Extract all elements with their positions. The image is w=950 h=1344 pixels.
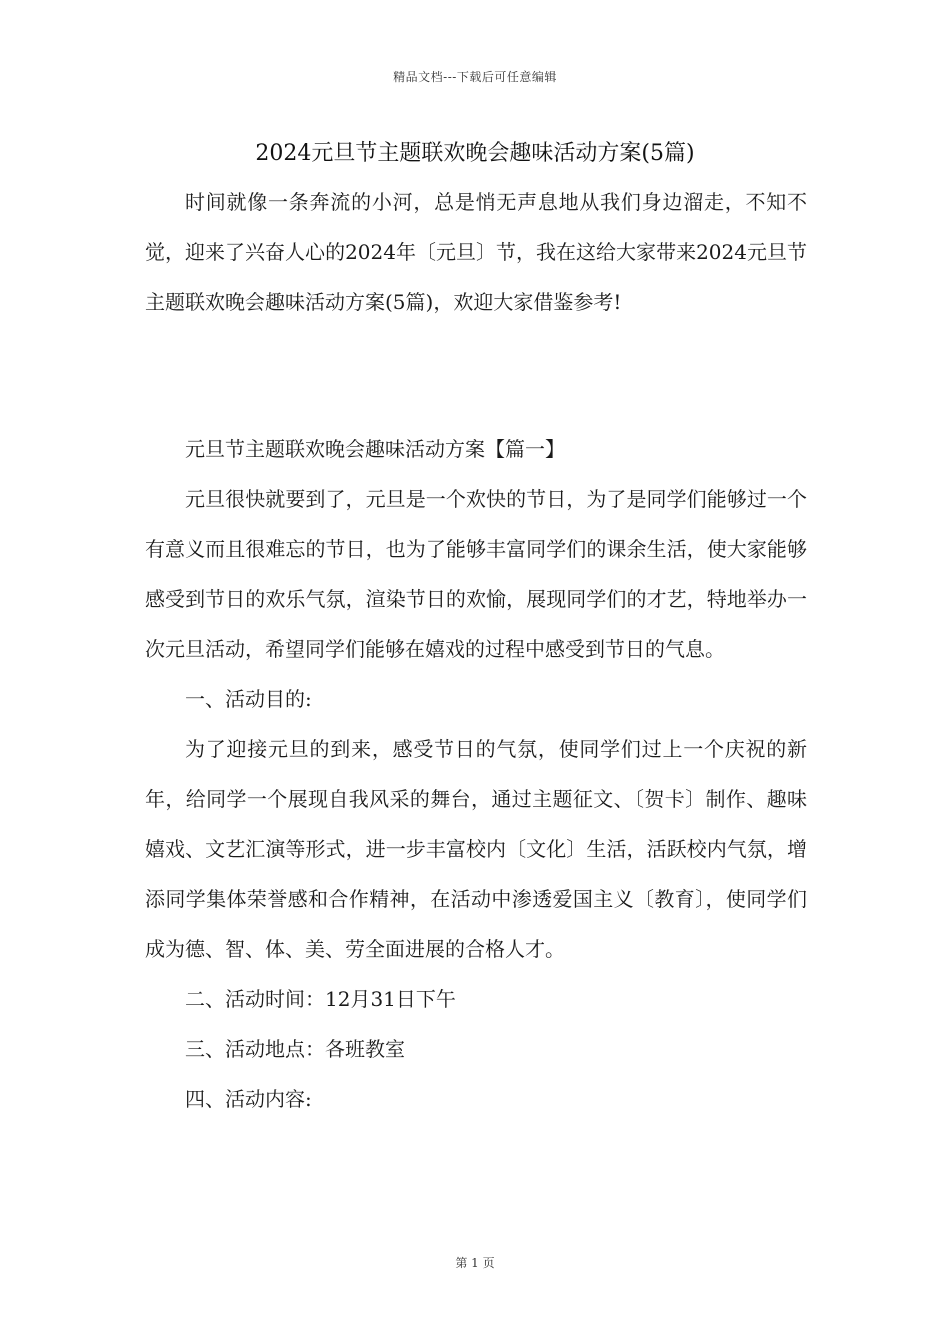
heading-activity-content: 四、活动内容: [185,1087,312,1111]
heading-activity-purpose: 一、活动目的: [185,687,312,711]
document-title: 2024元旦节主题联欢晚会趣味活动方案(5篇) [255,141,695,166]
paragraph-activity-purpose: 为了迎接元旦的到来，感受节日的气氛，使同学们过上一个庆祝的新年，给同学一个展现自我风采的舞台，通过主题征文、〔贺卡〕制作、趣味嬉戏、文艺汇演等形式，进一步丰富校内〔文化〕生活，活跃校内气氛，增添同学集体荣誉感和合作精神，在活动中渗透爱国主义〔教育〕，使同学们成为德、智、体、美、劳全面进展的合格人才。 [145,737,807,961]
item-activity-time: 二、活动时间：12月31日下午 [185,987,456,1011]
section-heading: 元旦节主题联欢晚会趣味活动方案【篇一】 [185,437,565,461]
content-block [145,424,807,1124]
intro-block [145,177,807,327]
intro-paragraph: 时间就像一条奔流的小河，总是悄无声息地从我们身边溜走，不知不觉，迎来了兴奋人心的2024年〔元旦〕节，我在这给大家带来2024元旦节主题联欢晚会趣味活动方案(5篇)，欢迎大家借鉴参考! [145,190,807,314]
page-header: 精品文档---下载后可任意编辑 [393,70,557,84]
paragraph-introduction: 元旦很快就要到了，元旦是一个欢快的节日，为了是同学们能够过一个有意义而且很难忘的节日，也为了能够丰富同学们的课余生活，使大家能够感受到节日的欢乐气氛，渲染节日的欢愉，展现同学们的才艺，特地举办一次元旦活动，希望同学们能够在嬉戏的过程中感受到节日的气息。 [145,487,807,661]
page-number: 第 1 页 [455,1256,495,1270]
item-activity-location: 三、活动地点：各班教室 [185,1037,405,1061]
